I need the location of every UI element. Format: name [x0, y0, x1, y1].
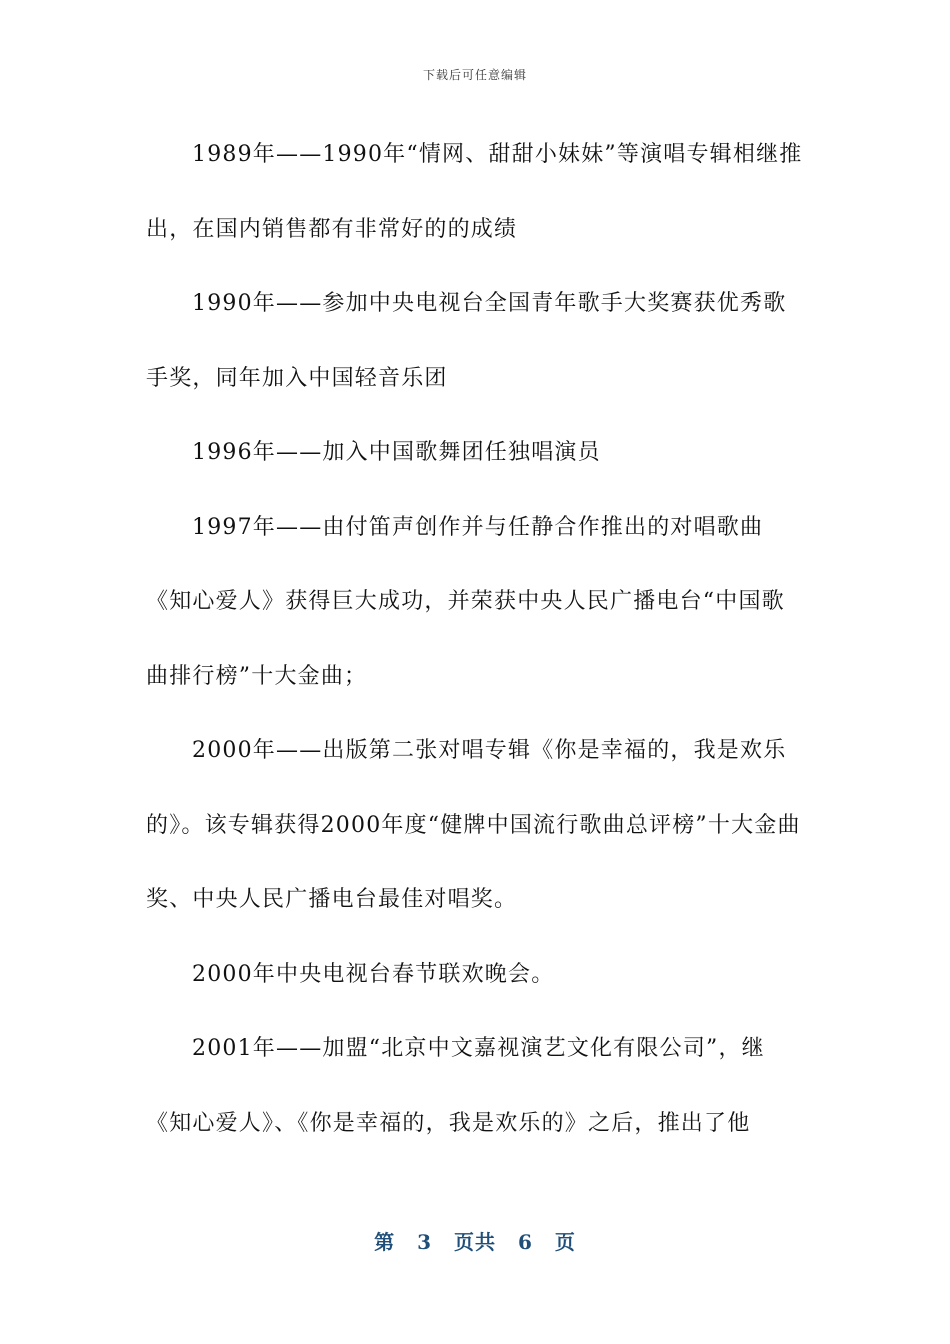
paragraph-2000-gala: 2000年中央电视台春节联欢晚会。 [192, 961, 555, 987]
paragraph-2001: 2001年——加盟“北京中文嘉视演艺文化有限公司”，继《知心爱人》、《你是幸福的，我是欢乐的》之后，推出了他 [146, 1036, 765, 1136]
paragraph-1989: 1989年——1990年“情网、甜甜小妹妹”等演唱专辑相继推出，在国内销售都有非常好的的成绩 [146, 142, 803, 242]
current-page-number: 3 [417, 1230, 432, 1254]
paragraph-1996: 1996年——加入中国歌舞团任独唱演员 [192, 440, 601, 465]
paragraph-1997: 1997年——由付笛声创作并与任静合作推出的对唱歌曲《知心爱人》获得巨大成功，并荣获中央人民广播电台“中国歌曲排行榜”十大金曲； [146, 514, 785, 689]
document-body [146, 118, 806, 1161]
paragraph-2000-album: 2000年——出版第二张对唱专辑《你是幸福的，我是欢乐的》。该专辑获得2000年度“健牌中国流行歌曲总评榜”十大金曲奖、中央人民广播电台最佳对唱奖。 [146, 738, 801, 912]
page-footer [0, 1226, 950, 1255]
footer-suffix: 页 [554, 1230, 576, 1254]
page-header: 下载后可任意编辑 [422, 68, 527, 82]
paragraph-1990: 1990年——参加中央电视台全国青年歌手大奖赛获优秀歌手奖，同年加入中国轻音乐团 [146, 291, 787, 391]
footer-prefix: 第 [374, 1230, 396, 1254]
footer-middle: 页共 [454, 1230, 496, 1254]
total-pages-number: 6 [518, 1230, 533, 1254]
